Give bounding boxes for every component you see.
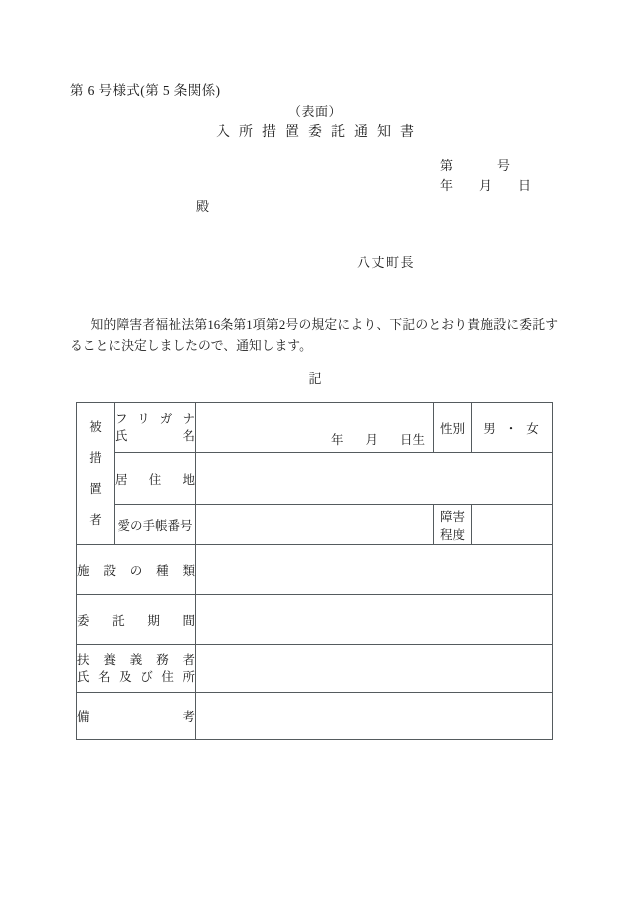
table-row-residence (77, 453, 553, 505)
field-remarks-value[interactable] (196, 693, 553, 740)
form-number: 第 6 号様式(第 5 条関係) (70, 83, 221, 98)
addressee-honorific: 殿 (196, 199, 210, 214)
sex-separator: ・ (504, 421, 520, 436)
field-facility-type-value[interactable] (196, 545, 553, 595)
sex-option-male[interactable]: 男 (483, 421, 498, 436)
field-supporter-value[interactable] (196, 645, 553, 693)
field-entrustment-period-value[interactable] (196, 595, 553, 645)
date-day: 日 (518, 178, 532, 193)
date-line (440, 176, 531, 196)
label-supporter-title: 扶養義務者 (77, 652, 195, 667)
field-sex-options[interactable] (472, 403, 553, 453)
label-handbook-number: 愛の手帳番号 (115, 505, 196, 545)
table-row-entrustment-period (77, 595, 553, 645)
dob-year: 年 (330, 433, 344, 447)
serial-prefix: 第 (440, 158, 454, 173)
date-of-birth-hint (331, 430, 425, 448)
label-residence: 居住地 (115, 453, 196, 505)
subject-spine-label (77, 403, 115, 545)
table-row-supporter (77, 645, 553, 693)
notification-form-table (76, 402, 553, 740)
field-residence-value[interactable] (196, 453, 553, 505)
table-row-facility-type (77, 545, 553, 595)
label-remarks: 備考 (77, 693, 196, 740)
record-marker: 記 (308, 371, 322, 386)
dob-month: 月 (365, 433, 378, 447)
date-month: 月 (479, 178, 493, 193)
date-year: 年 (440, 178, 454, 193)
table-row-remarks (77, 693, 553, 740)
label-facility-type: 施設の種類 (77, 545, 196, 595)
label-supporter (77, 645, 196, 693)
table-row-handbook (77, 505, 553, 545)
label-entrustment-period: 委託期間 (77, 595, 196, 645)
spine-char-2: 措 (89, 450, 102, 465)
serial-suffix: 号 (497, 158, 511, 173)
field-handbook-number-value[interactable] (196, 505, 434, 545)
label-furigana-name (115, 403, 196, 453)
label-furigana: フリガナ (115, 411, 195, 426)
spine-char-3: 置 (89, 481, 102, 496)
issuer-name: 八丈町長 (357, 255, 416, 270)
field-disability-grade-value[interactable] (472, 505, 553, 545)
table-row-name (77, 403, 553, 453)
document-meta (440, 156, 531, 196)
spine-char-4: 者 (89, 512, 102, 527)
label-disability-grade: 障害程度 (434, 505, 472, 545)
serial-number-line (440, 156, 531, 176)
side-label: （表面） (287, 104, 342, 119)
sex-option-female[interactable]: 女 (526, 421, 541, 436)
spine-char-1: 被 (89, 419, 102, 434)
field-name-value[interactable] (196, 403, 434, 453)
page-title: 入所措置委託通知書 (216, 125, 423, 140)
label-sex: 性別 (434, 403, 472, 453)
body-paragraph: 知的障害者福祉法第16条第1項第2号の規定により、下記のとおり貴施設に委託することに決定しましたので、通知します。 (70, 318, 558, 353)
label-supporter-name-address: 氏名及び住所 (77, 669, 195, 684)
label-name: 氏 名 (115, 428, 195, 443)
dob-day: 日生 (399, 433, 425, 447)
